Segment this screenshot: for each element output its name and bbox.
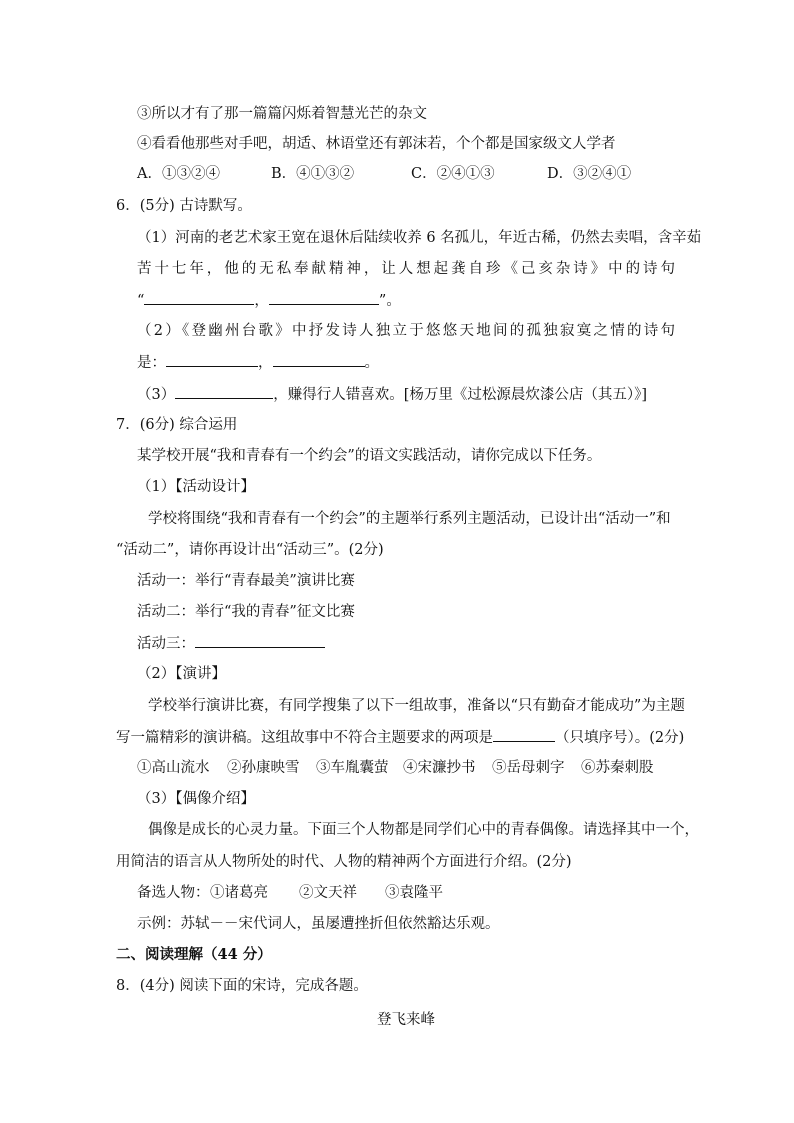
q7-example: 示例：苏轼－－宋代词人，虽屡遭挫折但依然豁达乐观。 (137, 916, 500, 932)
poem-title: 登飞来峰 (377, 1012, 435, 1028)
story-item: ②孙康映雪 (227, 760, 300, 776)
q6-part3-suffix: ，赚得行人错喜欢。[杨万里《过松源晨炊漆公店（其五）》] (273, 387, 648, 403)
q7-section1-body-line2: “活动二”，请你再设计出“活动三”。(2分) (116, 542, 384, 558)
candidate-item: ②文天祥 (299, 885, 357, 901)
q6-blank-5[interactable] (175, 384, 273, 399)
story-item: ④宋濂抄书 (403, 760, 476, 776)
q8-header: 8．(4分) 阅读下面的宋诗，完成各题。 (116, 978, 368, 994)
q6-part1-line1: （1）河南的老艺术家王宽在退休后陆续收养 6 名孤儿，年近古稀，仍然去卖唱，含辛茹 (137, 230, 702, 246)
story-item: ③车胤囊萤 (316, 760, 389, 776)
q7-activity-3 (137, 633, 325, 654)
story-item: ①高山流水 (137, 760, 210, 776)
story-item: ⑥苏秦刺股 (581, 760, 654, 776)
q7-section2-body-a: 写一篇精彩的演讲稿。这组故事中不符合主题要求的两项是 (116, 730, 493, 746)
q5-option-d: D．③②④① (547, 166, 632, 182)
q7-activity-1: 活动一：举行“青春最美”演讲比赛 (137, 573, 355, 589)
comma: ， (254, 293, 269, 309)
q6-header: 6．(5分) 古诗默写。 (116, 198, 252, 214)
q6-part2-end: 。 (364, 355, 379, 371)
q6-part2-answer-line (137, 352, 379, 373)
q7-section2-body-b: （只填序号）。(2分) (555, 730, 685, 746)
q7-section2-title: （2）【演讲】 (137, 666, 226, 682)
q6-part2-prefix: 是： (137, 355, 166, 371)
quote-close: ”。 (378, 293, 401, 309)
q6-part2-line1: （2）《登幽州台歌》中抒发诗人独立于悠悠天地间的孤独寂寞之情的诗句 (137, 323, 675, 339)
quote-open: “ (137, 293, 145, 309)
section-title: 二、阅读理解（44 分） (116, 946, 272, 963)
q5-option-b: B．④①③② (271, 166, 355, 182)
q7-activity-3-label: 活动三： (137, 636, 195, 652)
q7-section2-body-line1: 学校举行演讲比赛，有同学搜集了以下一组故事，准备以“只有勤奋才能成功”为主题 (148, 698, 685, 714)
q7-section2-body-line2 (116, 727, 684, 748)
q6-part3-prefix: （3） (137, 387, 176, 403)
q7-section1-title: （1）【活动设计】 (137, 479, 255, 495)
q6-blank-1[interactable] (144, 290, 254, 305)
q7-header: 7．(6分) 综合运用 (116, 417, 238, 433)
q7-section1-body-line1: 学校将围绕“我和青春有一个约会”的主题举行系列主题活动，已设计出“活动一”和 (148, 511, 671, 527)
q6-blank-4[interactable] (273, 352, 365, 367)
q7-activity-2: 活动二：举行“我的青春”征文比赛 (137, 604, 355, 620)
q7-section3-title: （3）【偶像介绍】 (137, 791, 255, 807)
q5-option-a: A．①③②④ (137, 166, 220, 182)
q6-part1-line2: 苦十七年，他的无私奉献精神，让人想起龚自珍《己亥杂诗》中的诗句 (137, 261, 675, 277)
q6-part1-answer-line (137, 290, 401, 311)
q7-activity-3-blank[interactable] (195, 633, 325, 648)
q6-blank-3[interactable] (166, 352, 258, 367)
story-item: ⑤岳母刺字 (492, 760, 565, 776)
q5-option-c: C．②④①③ (411, 166, 495, 182)
q7-section3-body-line1: 偶像是成长的心灵力量。下面三个人物都是同学们心中的青春偶像。请选择其中一个， (148, 822, 699, 838)
q6-part3-line (137, 384, 647, 405)
candidates-label: 备选人物： (137, 885, 210, 901)
q7-section3-body-line2: 用简洁的语言从人物所处的时代、人物的精神两个方面进行介绍。(2分) (116, 854, 572, 870)
candidate-item: ①诸葛亮 (210, 885, 268, 901)
q5-statement-4: ④看看他那些对手吧，胡适、林语堂还有郭沫若，个个都是国家级文人学者 (137, 136, 616, 152)
q6-part2-comma: ， (258, 355, 273, 371)
q6-blank-2[interactable] (269, 290, 379, 305)
candidate-item: ③袁隆平 (385, 885, 443, 901)
q5-statement-3: ③所以才有了那一篇篇闪烁着智慧光芒的杂文 (137, 106, 427, 122)
q7-intro: 某学校开展“我和青春有一个约会”的语文实践活动，请你完成以下任务。 (137, 448, 602, 464)
q7-section2-blank[interactable] (493, 727, 555, 742)
